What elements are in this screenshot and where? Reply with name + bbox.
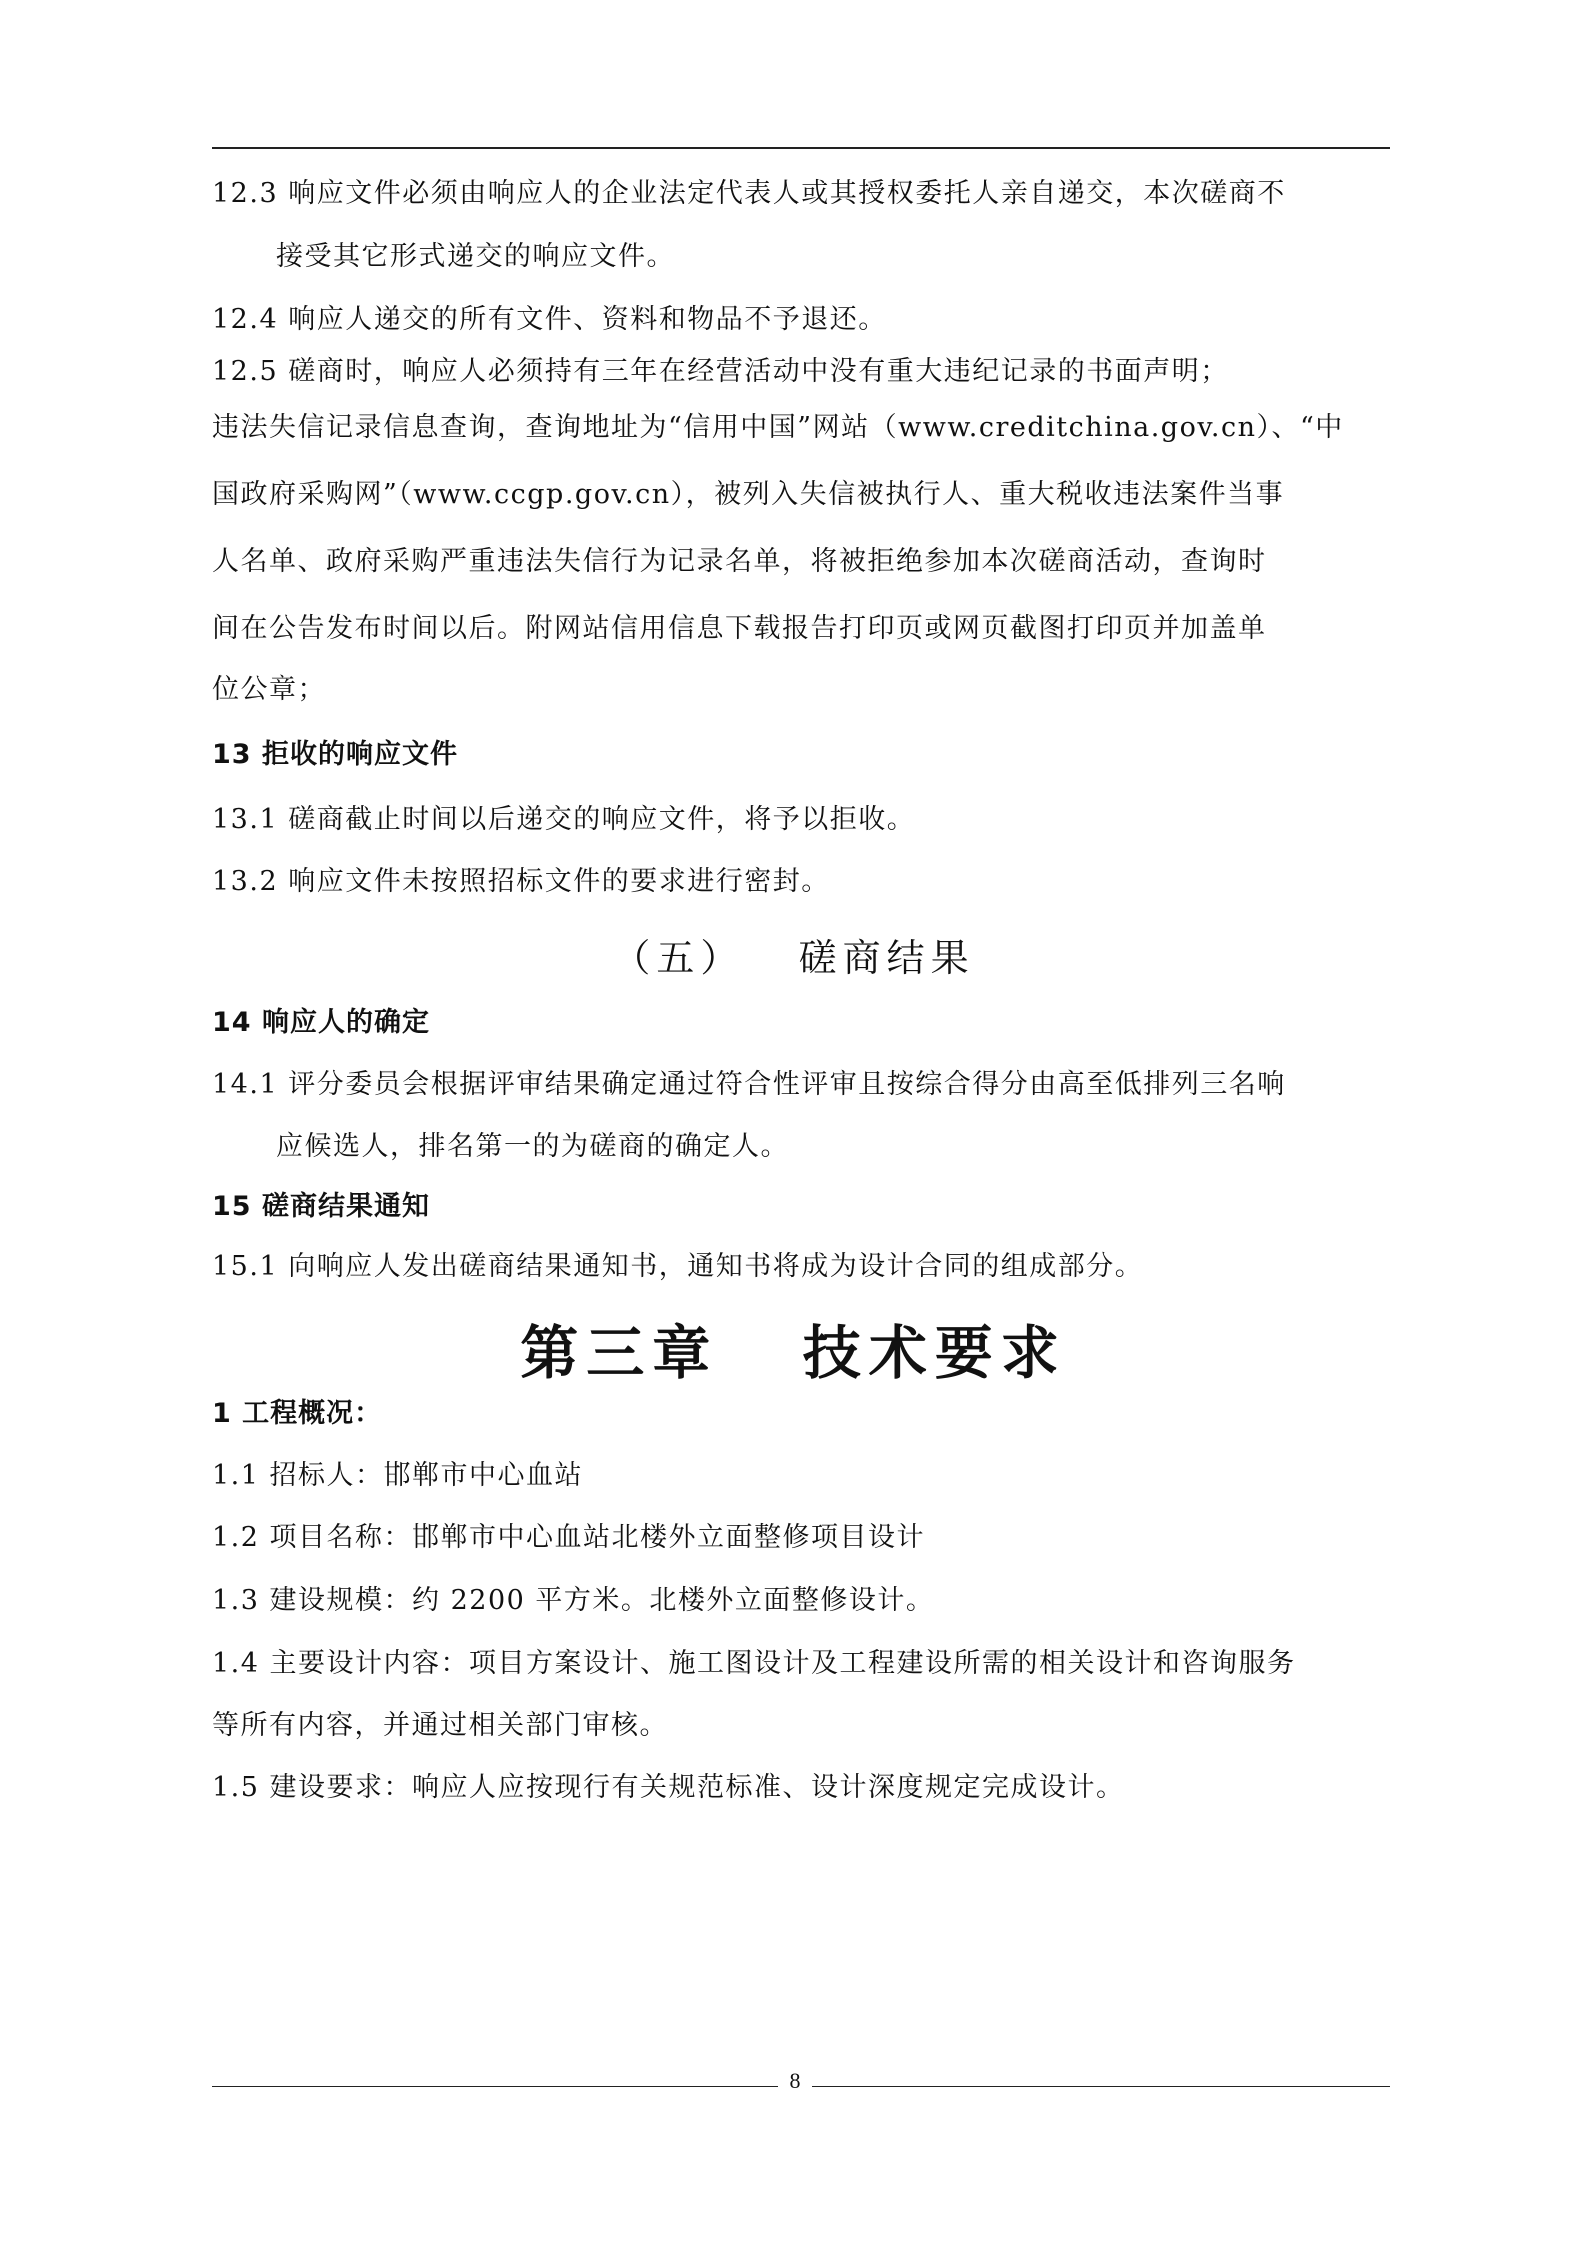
para-1-3: 1.3 建设规模：约 2200 平方米。北楼外立面整修设计。 [212, 1585, 935, 1616]
footer-rule-left [212, 2086, 778, 2087]
heading-1: 1 工程概况： [212, 1398, 383, 1429]
para-13-1: 13.1 磋商截止时间以后递交的响应文件，将予以拒收。 [212, 804, 916, 835]
para-1-4-line2: 等所有内容，并通过相关部门审核。 [212, 1710, 668, 1741]
para-14-1-line1: 14.1 评分委员会根据评审结果确定通过符合性评审且按综合得分由高至低排列三名响 [212, 1069, 1286, 1100]
para-12-3-line1: 12.3 响应文件必须由响应人的企业法定代表人或其授权委托人亲自递交，本次磋商不 [212, 178, 1286, 209]
credit-query-line3: 人名单、政府采购严重违法失信行为记录名单，将被拒绝参加本次磋商活动，查询时 [212, 546, 1267, 577]
para-1-2: 1.2 项目名称：邯郸市中心血站北楼外立面整修项目设计 [212, 1522, 926, 1553]
header-rule [212, 147, 1390, 149]
para-12-4: 12.4 响应人递交的所有文件、资料和物品不予退还。 [212, 304, 887, 335]
heading-14: 14 响应人的确定 [212, 1007, 430, 1038]
para-1-5: 1.5 建设要求：响应人应按现行有关规范标准、设计深度规定完成设计。 [212, 1772, 1125, 1803]
para-12-3-line2: 接受其它形式递交的响应文件。 [276, 241, 675, 272]
para-12-5: 12.5 磋商时，响应人必须持有三年在经营活动中没有重大违纪记录的书面声明； [212, 356, 1229, 387]
footer-rule-right [812, 2086, 1390, 2087]
heading-13: 13 拒收的响应文件 [212, 739, 458, 770]
section-5-title: （五） 磋商结果 [612, 936, 975, 980]
para-13-2: 13.2 响应文件未按照招标文件的要求进行密封。 [212, 866, 830, 897]
page-number: 8 [789, 2068, 801, 2093]
heading-15: 15 磋商结果通知 [212, 1191, 430, 1222]
chapter-3-title: 第三章 技术要求 [520, 1319, 1067, 1387]
para-1-4-line1: 1.4 主要设计内容：项目方案设计、施工图设计及工程建设所需的相关设计和咨询服务 [212, 1648, 1296, 1679]
credit-query-line1: 违法失信记录信息查询，查询地址为“信用中国”网站（www.creditchina.gov.cn）、“中 [212, 412, 1344, 443]
credit-query-line4: 间在公告发布时间以后。附网站信用信息下载报告打印页或网页截图打印页并加盖单 [212, 613, 1267, 644]
para-14-1-line2: 应候选人，排名第一的为磋商的确定人。 [276, 1131, 789, 1162]
credit-query-line2: 国政府采购网”（www.ccgp.gov.cn），被列入失信被执行人、重大税收违法案件当事 [212, 479, 1285, 510]
para-15-1: 15.1 向响应人发出磋商结果通知书，通知书将成为设计合同的组成部分。 [212, 1251, 1144, 1282]
para-1-1: 1.1 招标人：邯郸市中心血站 [212, 1460, 584, 1491]
credit-query-line5: 位公章； [212, 674, 326, 705]
